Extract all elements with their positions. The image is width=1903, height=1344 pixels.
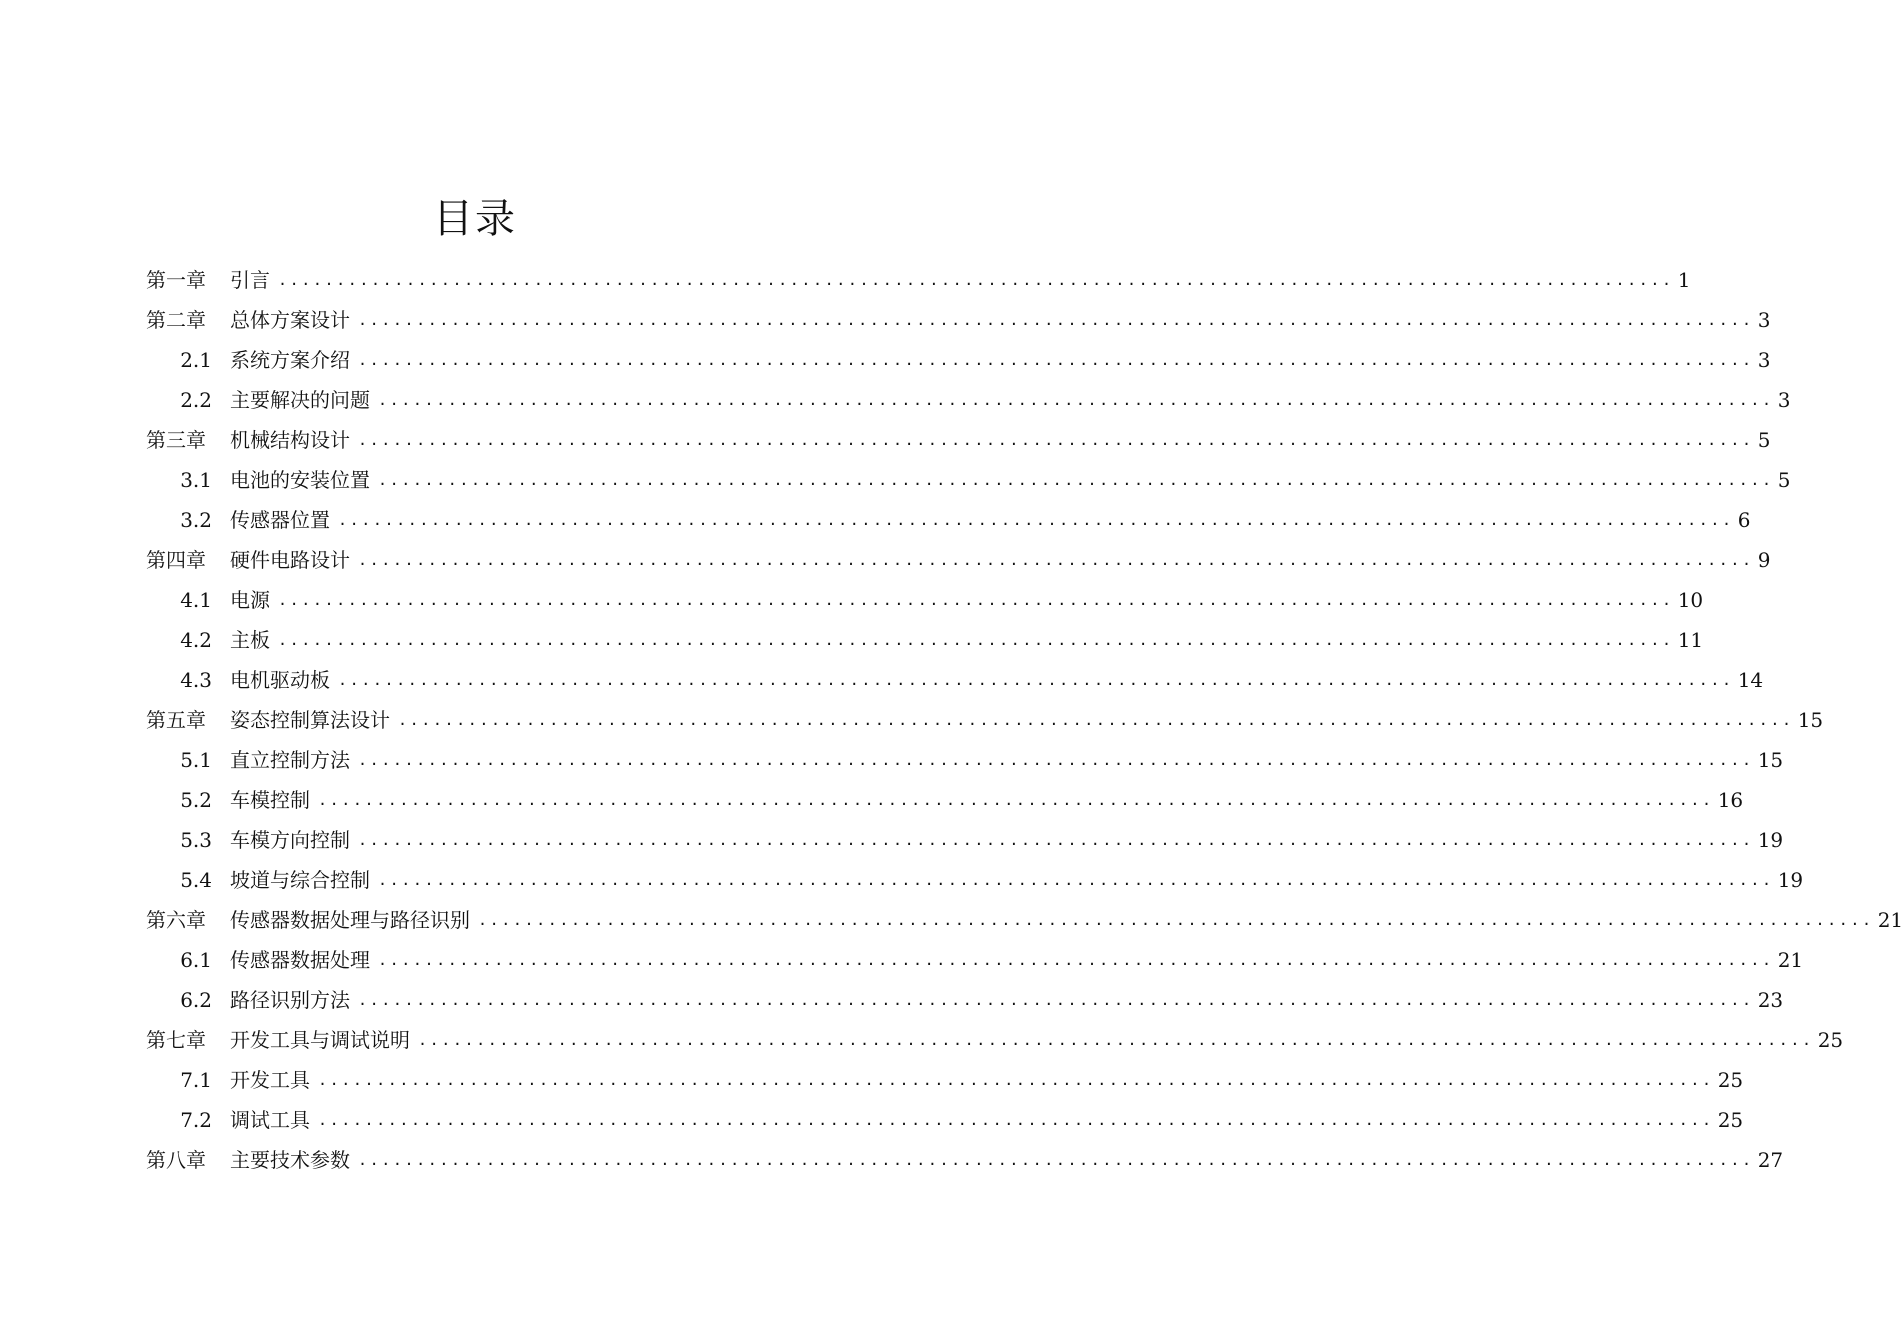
toc-dot-leader: ........................................................................................................................ bbox=[358, 751, 1754, 769]
toc-entry-number: 7.2 bbox=[180, 1108, 212, 1132]
toc-entry-page-number: 3 bbox=[1757, 348, 1771, 372]
toc-entry-number: 5.2 bbox=[180, 788, 212, 812]
toc-entry-page-number: 15 bbox=[1797, 708, 1824, 732]
toc-entry-page-number: 14 bbox=[1737, 668, 1764, 692]
toc-dot-leader: ........................................................................................................................ bbox=[318, 1111, 1714, 1129]
toc-section-entry[interactable] bbox=[146, 620, 1704, 660]
toc-entry-number: 第七章 bbox=[146, 1028, 206, 1052]
toc-entry-number: 2.1 bbox=[180, 348, 212, 372]
toc-chapter-entry[interactable] bbox=[146, 900, 1903, 940]
toc-entry-label: 直立控制方法 bbox=[230, 748, 350, 772]
toc-entry-number: 第六章 bbox=[146, 908, 206, 932]
toc-entry-label: 路径识别方法 bbox=[230, 988, 350, 1012]
toc-entry-number: 4.3 bbox=[180, 668, 212, 692]
toc-section-entry[interactable] bbox=[146, 980, 1784, 1020]
toc-entry-number: 7.1 bbox=[180, 1068, 212, 1092]
toc-dot-leader: ........................................................................................................................ bbox=[338, 511, 1734, 529]
toc-entry-number: 第五章 bbox=[146, 708, 206, 732]
toc-entry-page-number: 5 bbox=[1757, 428, 1771, 452]
toc-entry-label: 总体方案设计 bbox=[230, 308, 350, 332]
toc-entry-label: 传感器数据处理 bbox=[230, 948, 370, 972]
toc-entry-page-number: 21 bbox=[1877, 908, 1903, 932]
toc-entry-number: 5.1 bbox=[180, 748, 212, 772]
toc-entry-label: 车模方向控制 bbox=[230, 828, 350, 852]
toc-chapter-entry[interactable] bbox=[146, 420, 1771, 460]
toc-dot-leader: ........................................................................................................................ bbox=[278, 631, 1674, 649]
toc-dot-leader: ........................................................................................................................ bbox=[278, 271, 1674, 289]
toc-dot-leader: ........................................................................................................................ bbox=[358, 831, 1754, 849]
toc-section-entry[interactable] bbox=[146, 460, 1791, 500]
toc-entry-label: 主要技术参数 bbox=[230, 1148, 350, 1172]
toc-dot-leader: ........................................................................................................................ bbox=[358, 1151, 1754, 1169]
toc-entry-number: 3.2 bbox=[180, 508, 212, 532]
toc-dot-leader: ........................................................................................................................ bbox=[378, 391, 1774, 409]
page-title: 目录 bbox=[433, 196, 517, 242]
toc-entry-page-number: 19 bbox=[1757, 828, 1784, 852]
toc-dot-leader: ........................................................................................................................ bbox=[358, 351, 1754, 369]
toc-section-entry[interactable] bbox=[146, 660, 1764, 700]
toc-section-entry[interactable] bbox=[146, 860, 1804, 900]
toc-entry-page-number: 19 bbox=[1777, 868, 1804, 892]
toc-entry-label: 电池的安装位置 bbox=[230, 468, 370, 492]
toc-section-entry[interactable] bbox=[146, 340, 1771, 380]
toc-entry-number: 第一章 bbox=[146, 268, 206, 292]
toc-entry-number: 6.2 bbox=[180, 988, 212, 1012]
toc-section-entry[interactable] bbox=[146, 740, 1784, 780]
toc-dot-leader: ........................................................................................................................ bbox=[278, 591, 1674, 609]
toc-dot-leader: ........................................................................................................................ bbox=[358, 431, 1754, 449]
toc-entry-page-number: 25 bbox=[1717, 1108, 1744, 1132]
toc-dot-leader: ........................................................................................................................ bbox=[478, 911, 1874, 929]
toc-entry-page-number: 3 bbox=[1777, 388, 1791, 412]
toc-entry-page-number: 6 bbox=[1737, 508, 1751, 532]
toc-entry-number: 2.2 bbox=[180, 388, 212, 412]
toc-dot-leader: ........................................................................................................................ bbox=[318, 1071, 1714, 1089]
toc-entry-page-number: 1 bbox=[1677, 268, 1691, 292]
toc-dot-leader: ........................................................................................................................ bbox=[338, 671, 1734, 689]
toc-entry-label: 主要解决的问题 bbox=[230, 388, 370, 412]
toc-entry-number: 6.1 bbox=[180, 948, 212, 972]
toc-chapter-entry[interactable] bbox=[146, 700, 1824, 740]
toc-entry-label: 开发工具 bbox=[230, 1068, 310, 1092]
toc-entry-number: 第三章 bbox=[146, 428, 206, 452]
toc-section-entry[interactable] bbox=[146, 780, 1744, 820]
toc-entry-label: 硬件电路设计 bbox=[230, 548, 350, 572]
toc-entry-page-number: 21 bbox=[1777, 948, 1804, 972]
toc-chapter-entry[interactable] bbox=[146, 260, 1691, 300]
toc-entry-label: 引言 bbox=[230, 268, 270, 292]
toc-dot-leader: ........................................................................................................................ bbox=[418, 1031, 1814, 1049]
toc-dot-leader: ........................................................................................................................ bbox=[358, 311, 1754, 329]
toc-entry-page-number: 10 bbox=[1677, 588, 1704, 612]
toc-entry-page-number: 11 bbox=[1677, 628, 1704, 652]
toc-entry-page-number: 23 bbox=[1757, 988, 1784, 1012]
toc-entry-page-number: 25 bbox=[1717, 1068, 1744, 1092]
toc-entry-label: 坡道与综合控制 bbox=[230, 868, 370, 892]
toc-entry-number: 第四章 bbox=[146, 548, 206, 572]
toc-chapter-entry[interactable] bbox=[146, 1140, 1784, 1180]
toc-entry-label: 开发工具与调试说明 bbox=[230, 1028, 410, 1052]
toc-entry-page-number: 5 bbox=[1777, 468, 1791, 492]
toc-entry-page-number: 16 bbox=[1717, 788, 1744, 812]
toc-entry-number: 5.3 bbox=[180, 828, 212, 852]
toc-dot-leader: ........................................................................................................................ bbox=[378, 871, 1774, 889]
toc-entry-number: 5.4 bbox=[180, 868, 212, 892]
toc-section-entry[interactable] bbox=[146, 1100, 1744, 1140]
toc-section-entry[interactable] bbox=[146, 820, 1784, 860]
toc-entry-page-number: 9 bbox=[1757, 548, 1771, 572]
toc-entry-label: 主板 bbox=[230, 628, 270, 652]
toc-section-entry[interactable] bbox=[146, 940, 1804, 980]
toc-section-entry[interactable] bbox=[146, 380, 1791, 420]
toc-dot-leader: ........................................................................................................................ bbox=[398, 711, 1794, 729]
toc-entry-label: 姿态控制算法设计 bbox=[230, 708, 390, 732]
toc-dot-leader: ........................................................................................................................ bbox=[358, 551, 1754, 569]
table-of-contents bbox=[146, 260, 1903, 1180]
toc-entry-page-number: 15 bbox=[1757, 748, 1784, 772]
toc-section-entry[interactable] bbox=[146, 580, 1704, 620]
toc-entry-number: 第八章 bbox=[146, 1148, 206, 1172]
toc-entry-label: 车模控制 bbox=[230, 788, 310, 812]
toc-chapter-entry[interactable] bbox=[146, 1020, 1844, 1060]
toc-dot-leader: ........................................................................................................................ bbox=[318, 791, 1714, 809]
toc-chapter-entry[interactable] bbox=[146, 540, 1771, 580]
toc-entry-label: 调试工具 bbox=[230, 1108, 310, 1132]
toc-entry-number: 4.2 bbox=[180, 628, 212, 652]
toc-entry-page-number: 25 bbox=[1817, 1028, 1844, 1052]
toc-dot-leader: ........................................................................................................................ bbox=[378, 471, 1774, 489]
toc-entry-label: 电源 bbox=[230, 588, 270, 612]
toc-section-entry[interactable] bbox=[146, 1060, 1744, 1100]
toc-entry-page-number: 3 bbox=[1757, 308, 1771, 332]
toc-chapter-entry[interactable] bbox=[146, 300, 1771, 340]
toc-entry-label: 系统方案介绍 bbox=[230, 348, 350, 372]
toc-entry-number: 第二章 bbox=[146, 308, 206, 332]
toc-entry-label: 传感器位置 bbox=[230, 508, 330, 532]
toc-entry-label: 机械结构设计 bbox=[230, 428, 350, 452]
toc-entry-label: 电机驱动板 bbox=[230, 668, 330, 692]
toc-section-entry[interactable] bbox=[146, 500, 1751, 540]
toc-entry-label: 传感器数据处理与路径识别 bbox=[230, 908, 470, 932]
toc-entry-number: 4.1 bbox=[180, 588, 212, 612]
toc-dot-leader: ........................................................................................................................ bbox=[378, 951, 1774, 969]
toc-dot-leader: ........................................................................................................................ bbox=[358, 991, 1754, 1009]
toc-entry-number: 3.1 bbox=[180, 468, 212, 492]
toc-entry-page-number: 27 bbox=[1757, 1148, 1784, 1172]
